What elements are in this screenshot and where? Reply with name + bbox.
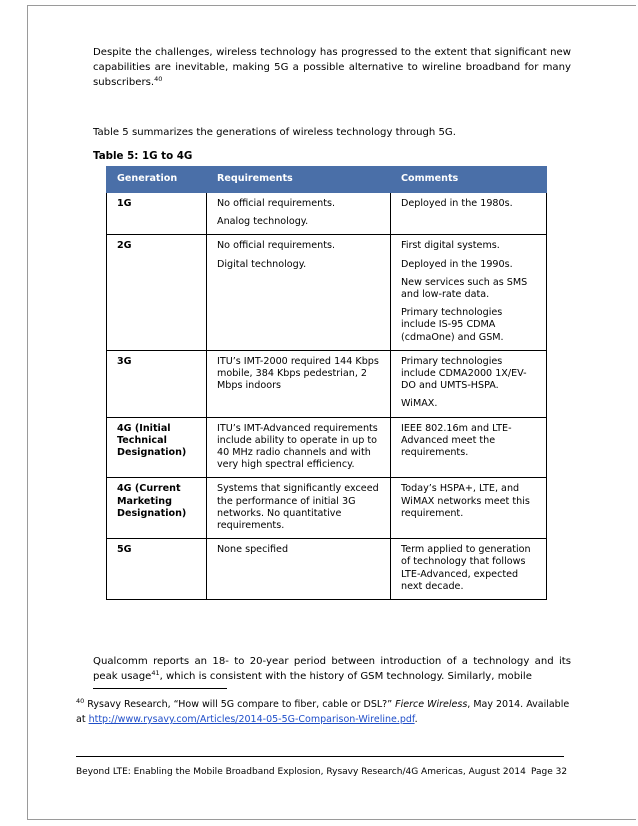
requirements-text: None specified bbox=[217, 544, 289, 556]
table-row-1g bbox=[107, 193, 547, 235]
comments-text: Deployed in the 1980s. bbox=[401, 198, 513, 209]
comments-cell bbox=[391, 417, 547, 478]
paragraph-qualcomm-text-2: , which is consistent with the history of GSM technology. Similarly, mobile bbox=[159, 671, 532, 682]
generation-cell: 5G bbox=[107, 539, 207, 600]
footer-title: Beyond LTE: Enabling the Mobile Broadband Explosion, Rysavy Research/4G Americas, August 2014 bbox=[76, 767, 526, 777]
paragraph-table-intro: Table 5 summarizes the generations of wireless technology through 5G. bbox=[93, 127, 456, 138]
comments-cell bbox=[391, 193, 547, 235]
requirements-text: No official requirements. bbox=[217, 240, 336, 252]
requirements-text: ITU’s IMT-Advanced requirements include ability to operate in up to 40 MHz radio channels and with very high spectral efficiency. bbox=[217, 422, 378, 471]
footnote-link[interactable]: http://www.rysavy.com/Articles/2014-05-5G-Comparison-Wireline.pdf bbox=[88, 714, 415, 725]
generations-table bbox=[106, 166, 547, 600]
comments-text: New services such as SMS and low-rate data. bbox=[401, 276, 528, 301]
generation-cell: 4G (Initial Technical Designation) bbox=[107, 417, 207, 478]
footnote-separator bbox=[93, 688, 227, 689]
comments-text: Term applied to generation of technology that follows LTE-Advanced, expected next decade. bbox=[401, 544, 531, 592]
generation-cell: 2G bbox=[107, 235, 207, 350]
comments-cell bbox=[391, 350, 547, 417]
comments-cell bbox=[391, 235, 547, 350]
requirements-cell bbox=[207, 478, 391, 539]
footnote-text-after: , May 2014. Available at bbox=[76, 699, 570, 725]
table-header-row bbox=[107, 167, 547, 193]
table-row-4g-initial bbox=[107, 417, 547, 478]
footnote-40 bbox=[76, 697, 572, 727]
paragraph-intro bbox=[93, 45, 571, 90]
paragraph-qualcomm-text-1: Qualcomm reports an 18- to 20-year period between introduction of a technology and its peak usage bbox=[93, 656, 571, 682]
footnote-ref-40[interactable]: 40 bbox=[154, 75, 163, 83]
comments-text: IEEE 802.16m and LTE-Advanced meet the requirements. bbox=[401, 422, 512, 459]
paragraph-intro-text: Despite the challenges, wireless technology has progressed to the extent that significant new capabilities are inevitable, making 5G a possible alternative to wireline broadband for many subscribers. bbox=[93, 47, 571, 88]
header-requirements: Requirements bbox=[207, 167, 391, 193]
header-comments: Comments bbox=[391, 167, 547, 193]
requirements-text: No official requirements. bbox=[217, 198, 336, 209]
requirements-text: Systems that significantly exceed the performance of initial 3G networks. No quantitative requirements. bbox=[217, 483, 379, 532]
requirements-cell bbox=[207, 350, 391, 417]
paragraph-qualcomm bbox=[93, 654, 571, 684]
header-generation: Generation bbox=[107, 167, 207, 193]
footnote-ref-41[interactable]: 41 bbox=[151, 669, 160, 677]
generation-cell: 4G (Current Marketing Designation) bbox=[107, 478, 207, 539]
footnote-number: 40 bbox=[76, 697, 85, 705]
requirements-cell bbox=[207, 193, 391, 235]
table-row-3g bbox=[107, 350, 547, 417]
footnote-end: . bbox=[414, 714, 418, 725]
requirements-cell bbox=[207, 417, 391, 478]
comments-text: First digital systems. bbox=[401, 240, 500, 252]
comments-text: Primary technologies include CDMA2000 1X/EV-DO and UMTS-HSPA. bbox=[401, 355, 527, 392]
comments-text: WiMAX. bbox=[401, 398, 438, 410]
requirements-cell bbox=[207, 539, 391, 600]
table-row-5g bbox=[107, 539, 547, 600]
comments-text: Today’s HSPA+, LTE, and WiMAX networks meet this requirement. bbox=[401, 483, 530, 519]
table-row-2g bbox=[107, 235, 547, 350]
requirements-cell bbox=[207, 235, 391, 350]
generation-cell: 3G bbox=[107, 350, 207, 417]
table-caption: Table 5: 1G to 4G bbox=[93, 150, 193, 162]
generation-cell: 1G bbox=[107, 193, 207, 235]
requirements-text: Digital technology. bbox=[217, 258, 307, 270]
comments-cell bbox=[391, 478, 547, 539]
comments-text: Primary technologies include IS-95 CDMA (cdmaOne) and GSM. bbox=[401, 307, 504, 343]
comments-cell bbox=[391, 539, 547, 600]
requirements-text: ITU’s IMT-2000 required 144 Kbps mobile, 384 Kbps pedestrian, 2 Mbps indoors bbox=[217, 355, 379, 392]
comments-text: Deployed in the 1990s. bbox=[401, 258, 513, 270]
footnote-text: Rysavy Research, “How will 5G compare to fiber, cable or DSL?” bbox=[84, 699, 396, 710]
requirements-text: Analog technology. bbox=[217, 216, 309, 228]
footnote-publication: Fierce Wireless bbox=[395, 699, 468, 710]
footer-separator bbox=[76, 756, 564, 757]
page-number: Page 32 bbox=[531, 767, 568, 777]
table-row-4g-current bbox=[107, 478, 547, 539]
